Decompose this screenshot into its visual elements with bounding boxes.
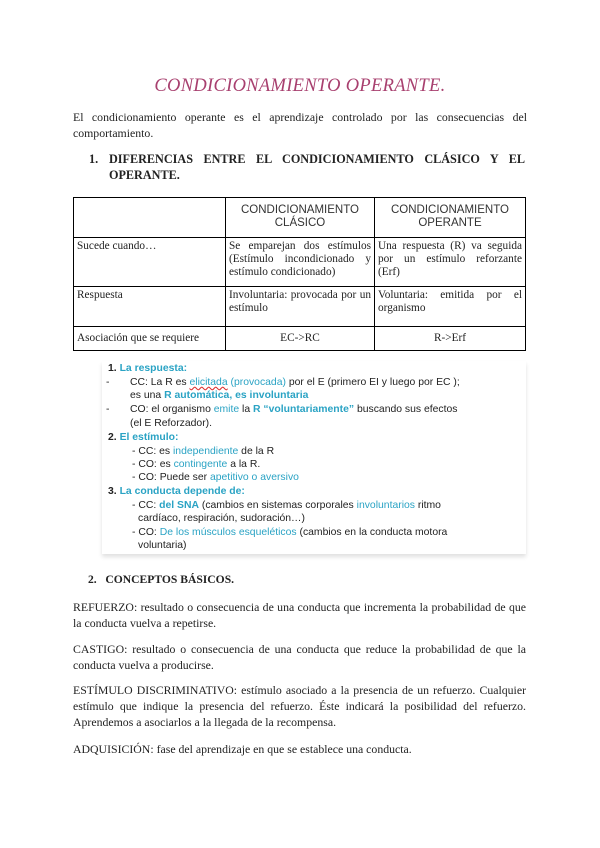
- cell-clasico: Se emparejan dos estímulos (Estímulo incondicionado y estímulo condicionado): [226, 238, 375, 287]
- box-item-3-co: - CO: De los músculos esqueléticos (cambios en la conducta motora: [132, 527, 448, 538]
- box-item-1-co-line2: (el E Reforzador).: [130, 418, 212, 429]
- concept-estimulo-discriminativo: [73, 682, 526, 730]
- box-item-3-cc-line2: cardíaco, respiración, sudoración…): [138, 513, 305, 524]
- row-label: Respuesta: [74, 287, 226, 327]
- box-item-1-co: CO: el organismo emite la R “voluntariamente” buscando sus efectos: [130, 404, 458, 415]
- concept-term: ESTÍMULO DISCRIMINATIVO: [73, 683, 234, 697]
- table-header-operante: CONDICIONAMIENTO OPERANTE: [375, 198, 526, 238]
- section-1-number: 1.: [89, 152, 99, 166]
- concept-definition: : resultado o consecuencia de una conducta que reduce la probabilidad de que la conducta vuelva a producirse.: [73, 642, 526, 672]
- box-item-3-co-line2: voluntaria): [138, 540, 187, 551]
- intro-paragraph: El condicionamiento operante es el aprendizaje controlado por las consecuencias del comportamiento.: [73, 110, 527, 140]
- box-item-1-heading: 1. La respuesta:: [108, 363, 188, 374]
- box-item-1-cc: CC: La R es elicitada (provocada) por el E (primero EI y luego por EC );: [130, 377, 460, 388]
- box-item-3-heading: 3. La conducta depende de:: [108, 486, 245, 497]
- section-1-heading: [89, 151, 525, 183]
- box-item-2-cc: - CC: es independiente de la R: [132, 446, 275, 457]
- cell-operante: Voluntaria: emitida por el organismo: [375, 287, 526, 327]
- table-header-empty: [74, 198, 226, 238]
- bullet-dash: -: [106, 404, 110, 415]
- box-item-2-co2: - CO: Puede ser apetitivo o aversivo: [132, 472, 299, 483]
- table-row: [74, 327, 526, 351]
- table-row: [74, 287, 526, 327]
- concept-definition: : fase del aprendizaje en que se establece una conducta.: [150, 742, 412, 756]
- concept-term: REFUERZO: [73, 600, 134, 614]
- page-title: CONDICIONAMIENTO OPERANTE.: [154, 76, 446, 96]
- summary-box: [102, 361, 526, 554]
- section-1-title: DIFERENCIAS ENTRE EL CONDICIONAMIENTO CLÁSICO Y EL OPERANTE.: [109, 152, 525, 182]
- section-2-heading: [88, 573, 234, 586]
- cell-clasico: EC->RC: [226, 327, 375, 351]
- concept-castigo: [73, 641, 526, 673]
- row-label: Asociación que se requiere: [74, 327, 226, 351]
- box-item-1-cc-line2: es una R automática, es involuntaria: [130, 390, 309, 401]
- concept-definition: : estímulo asociado a la presencia de un refuerzo. Cualquier estímulo que indique la presencia del refuerzo. Éste indicará la posibilidad del refuerzo. Aprendemos a asociarlos a la llegada de la recompensa.: [73, 683, 527, 729]
- section-2-title: CONCEPTOS BÁSICOS.: [105, 573, 235, 586]
- box-item-2-co: - CO: es contingente a la R.: [132, 459, 261, 470]
- concept-term: ADQUISICIÓN: [73, 742, 151, 756]
- comparison-table: [73, 197, 526, 351]
- cell-clasico: Involuntaria: provocada por un estímulo: [226, 287, 375, 327]
- table-header-row: [74, 198, 526, 238]
- concept-term: CASTIGO: [73, 642, 125, 656]
- concept-refuerzo: [73, 599, 526, 631]
- cell-operante: R->Erf: [375, 327, 526, 351]
- concept-adquisicion: [73, 741, 526, 757]
- section-2-number: 2.: [88, 573, 97, 586]
- box-item-3-cc: - CC: del SNA (cambios en sistemas corporales involuntarios ritmo: [132, 500, 441, 511]
- cell-operante: Una respuesta (R) va seguida por un estímulo reforzante (Erf): [375, 238, 526, 287]
- table-header-clasico: CONDICIONAMIENTO CLÁSICO: [226, 198, 375, 238]
- box-item-2-heading: 2. El estímulo:: [108, 432, 179, 443]
- concept-definition: : resultado o consecuencia de una conducta que incrementa la probabilidad de que la conducta vuelva a repetirse.: [73, 600, 526, 630]
- row-label: Sucede cuando…: [74, 238, 226, 287]
- bullet-dash: -: [106, 377, 110, 388]
- table-row: [74, 238, 526, 287]
